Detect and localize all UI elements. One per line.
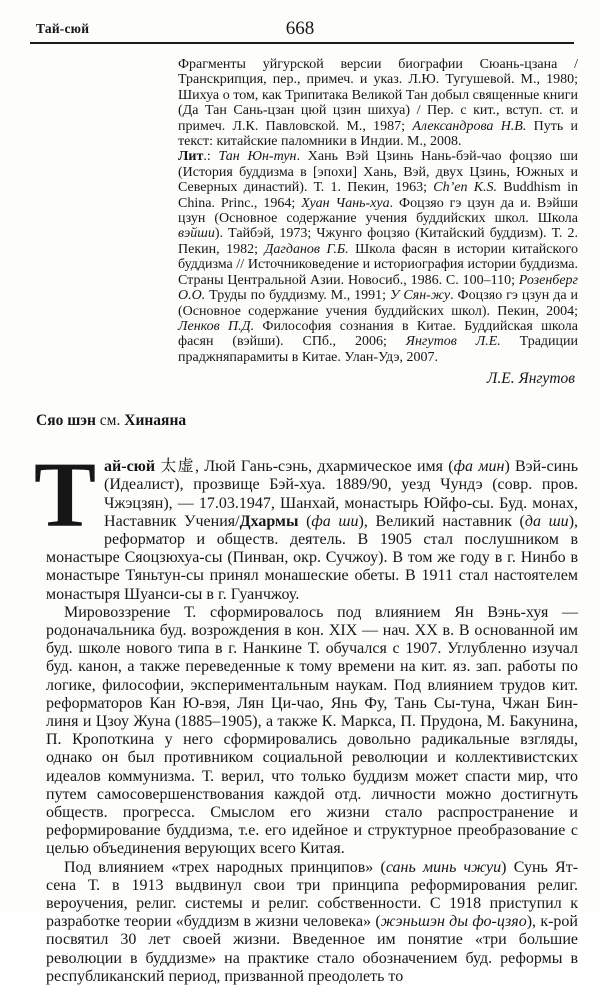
header-rule (30, 42, 574, 44)
article-paragraph-worldview: Мировоззрение Т. сформировалось под влиянием Ян Вэнь-хуя — родоначальника буд. возрождения в кон. XIX — нач. XX в. В основанной им буд. школе нового типа в г. Нанкине Т. обучался с 1907. Углубленно изучал буд. канон, а также переведенные к тому времени на кит. яз. зап. работы по логике, философии, экспериментальным наукам. Под влиянием трудов кит. реформаторов Кан Ю-вэя, Лян Ци-чао, Янь Фу, Тань Сы-туна, Чжан Бин-линя и Цзоу Жуна (1885–1905), а также К. Маркса, П. Прудона, М. Бакунина, П. Кропоткина у него сформировались довольно радикальные взгляды, однако он был противником социальной революции и коллективистских идеалов коммунизма. Т. верил, что только буддизм может спасти мир, что путем самосовершенствования каждой отд. личности можно достигнуть обществ. прогресса. Смыслом его жизни стало распространение и реформирование буддизма, т.е. его идейное и структурное преобразование с целью объединения верующих всего Китая. (46, 603, 578, 858)
cross-reference-entry: Сяо шэн см. Хинаяна (36, 412, 187, 430)
author-signature: Л.Е. Янгутов (486, 370, 575, 388)
bibliography-block (178, 57, 578, 365)
page-header (0, 0, 600, 40)
page-number: 668 (285, 18, 315, 39)
literature-paragraph: Лит.: Тан Юн-тун. Хань Вэй Цзинь Нань-бэй-чао фоцзяо ши (История буддизма в [эпохи] Хань, Вэй, двух Цзинь, Южных и Северных династий). Т. 1. Пекин, 1963; Ch’en K.S. Buddhism in China. Princ., 1964; Хуан Чань-хуа. Фоцзяо гэ цзун да и. Вэйши цзун (Основное содержание учения буддийских школ. Школа вэйши). Тайбэй, 1973; Чжунго фоцзяо (Китайский буддизм). Т. 2. Пекин, 1982; Дагданов Г.Б. Школа фасян в истории китайского буддизма // Источниковедение и историография истории буддизма. Страны Центральной Азии. Новосиб., 1986. С. 100–110; Розенберг О.О. Труды по буддизму. М., 1991; У Сян-жу. Фоцзяо гэ цзун да и (Основное содержание учения буддийских школ). Пекин, 2004; Ленков П.Д. Философия сознания в Китае. Буддийская школа фасян (вэйши). СПб., 2006; Янгутов Л.Е. Традиции праджняпарамиты в Китае. Улан-Удэ, 2007. (178, 149, 578, 365)
article-paragraph-principles: Под влиянием «трех народных принципов» (сань минь чжуи) Сунь Ят-сена Т. в 1913 выдвинул свои три принципа реформирования религ. вероучения, религ. системы и религ. собственности. С 1918 приступил к разработке теории «буддизм в жизни человека» (жэньшэн ды фо-цзяо), к-рой посвятил 30 лет своей жизни. Введенное им понятие «три большие революции в буддизме» на практике стало обозначением буд. реформы в республиканский период, призванной преодолеть то (46, 858, 579, 985)
article-tai-xu (34, 444, 579, 986)
running-title: Тай-сюй (36, 21, 90, 36)
bibliography-continuation: Фрагменты уйгурской версии биографии Сюань-цзана / Транскрипция, пер., примеч. и указ. Л.Ю. Тугушевой. М., 1980; Шихуа о том, как Трипитака Великой Тан добыл священные книги (Да Тан Сань-цзан цюй цзин шихуа) / Пер. с кит., вступ. ст. и примеч. Л.К. Павловской. М., 1987; Александрова Н.В. Путь и текст: китайские паломники в Индии. М., 2008. (178, 57, 578, 150)
article-paragraph-lead: Тай-сюй 太虚, Люй Гань-сэнь, дхармическое имя (фа мин) Вэй-синь (Идеалист), прозвище Бэй-хуа. 1889/90, уезд Чундэ (совр. пров. Чжэцзян), — 17.03.1947, Шанхай, монастырь Юйфо-сы. Буд. монах, Наставник Учения/Дхармы (фа ши), Великий наставник (да ши), реформатор и обществ. деятель. В 1905 стал послушником в монастыре Сяоцзюхуа-сы (Пинван, окр. Сучжоу). В том же году в г. Нинбо в монастыре Тяньтун-сы принял монашеские обеты. В 1911 стал настоятелем монастыря Шуанси-сы в г. Гуанчжоу. (34, 444, 579, 603)
drop-cap-letter: Т (34, 444, 97, 548)
